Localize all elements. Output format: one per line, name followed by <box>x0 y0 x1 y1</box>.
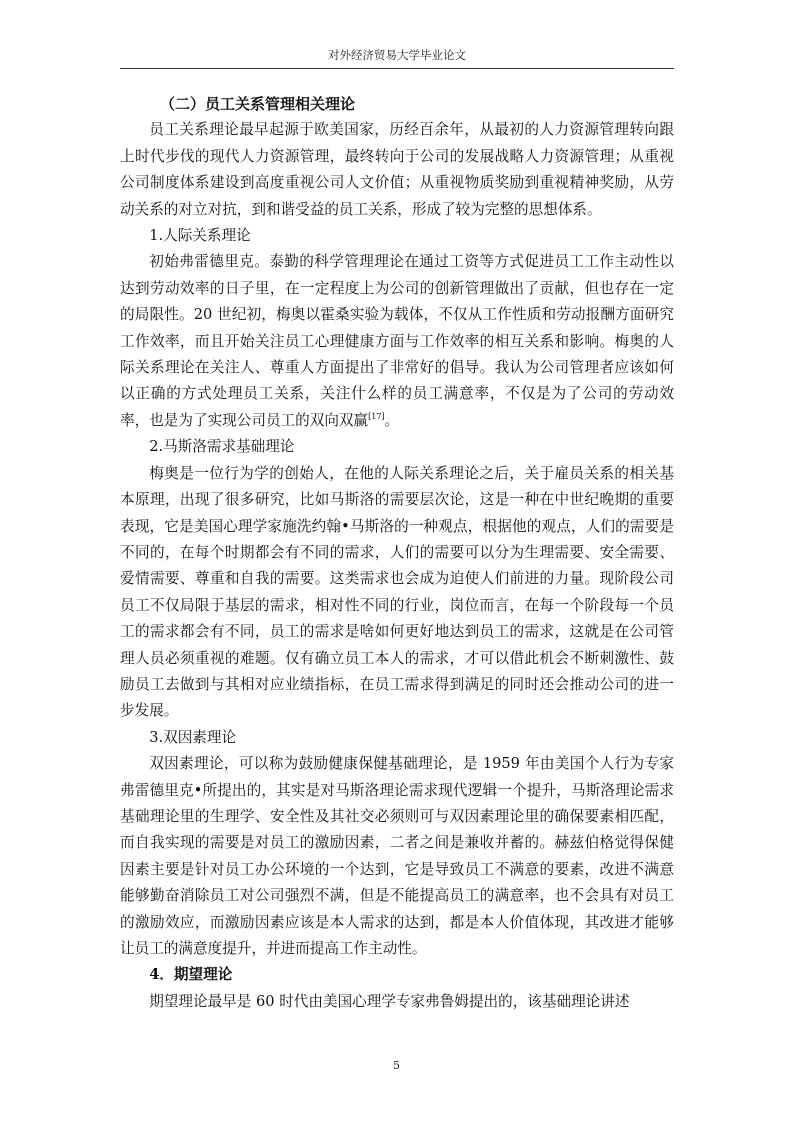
paragraph-end: 。 <box>384 411 400 429</box>
header-divider <box>120 68 674 69</box>
subsection-paragraph-2: 梅奥是一位行为学的创始人，在他的人际关系理论之后，关于雇员关系的相关基本原理，出现了很多研究，比如马斯洛的需要层次论，这是一种在中世纪晚期的重要表现，它是美国心理学家施洗约翰•马斯洛的一种观点，根据他的观点，人们的需要是不同的，在每个时期都会有不同的需求，人们的需要可以分为生理需要、安全需要、爱情需要、尊重和自我的需要。这类需求也会成为迫使人们前进的力量。现阶段公司员工不仅局限于基层的需求，相对性不同的行业，岗位而言，在每一个阶段每一个员工的需求都会有不同，员工的需求是啥如何更好地达到员工的需求，这就是在公司管理人员必须重视的难题。仅有确立员工本人的需求，才可以借此机会不断刺激性、鼓励员工去做到与其相对应业绩指标，在员工需求得到满足的同时还会推动公司的进一步发展。 <box>120 464 674 720</box>
paragraph-text: 初始弗雷德里克。泰勤的科学管理理论在通过工资等方式促进员工工作主动性以达到劳动效率的日子里，在一定程度上为公司的创新管理做出了贡献，但也存在一定的局限性。20 世纪初，梅奥以霍桑实验为载体，不仅从工作性质和劳动报酬方面研究工作效率，而且开始关注员工心理健康方面与工作效率的相互关系和影响。梅奥的人际关系理论在关注人、尊重人方面提出了非常好的倡导。我认为公司管理者应该如何以正确的方式处理员工关系，关注什么样的员工满意率，不仅是为了公司的劳动效率，也是为了实现公司员工的双向双赢 <box>120 253 674 429</box>
running-header: 对外经济贸易大学毕业论文 <box>328 48 466 62</box>
intro-paragraph: 员工关系理论最早起源于欧美国家，历经百余年，从最初的人力资源管理转向跟上时代步伐的现代人力资源管理，最终转向于公司的发展战略人力资源管理；从重视公司制度体系建设到高度重视公司人文价值；从重视物质奖励到重视精神奖励，从劳动关系的对立对抗，到和谐受益的员工关系，形成了较为完整的思想体系。 <box>120 121 674 218</box>
subsection-heading-1: 1.人际关系理论 <box>149 227 251 245</box>
page-number: 5 <box>393 1059 400 1072</box>
subsection-heading-2: 2.马斯洛需求基础理论 <box>149 438 295 456</box>
subsection-heading-4: 4．期望理论 <box>149 966 233 984</box>
section-title: （二）员工关系管理相关理论 <box>160 95 356 113</box>
subsection-paragraph-1 <box>120 249 674 434</box>
subsection-heading-3: 3.双因素理论 <box>149 728 237 746</box>
subsection-paragraph-3: 双因素理论，可以称为鼓励健康保健基础理论，是 1959 年由美国个人行为专家弗雷德里克•所提出的，其实是对马斯洛理论需求现代逻辑一个提升，马斯洛理论需求基础理论里的生理学、安全性及其社交必须则可与双因素理论里的确保要素相匹配，而自我实现的需要是对员工的激励因素，二者之间是兼收并蓄的。赫兹伯格觉得保健因素主要是针对员工办公环境的一个达到，它是导致员工不满意的要素，改进不满意能够勤奋消除员工对公司强烈不满，但是不能提高员工的满意率，也不会具有对员工的激励效应，而激励因素应该是本人需求的达到，都是本人价值体现，其改进才能够让员工的满意度提升，并进而提高工作主动性。 <box>120 755 674 957</box>
subsection-paragraph-4: 期望理论最早是 60 时代由美国心理学专家弗鲁姆提出的，该基础理论讲述 <box>149 992 630 1010</box>
document-body <box>120 91 674 1015</box>
citation-marker: [17] <box>368 412 385 422</box>
